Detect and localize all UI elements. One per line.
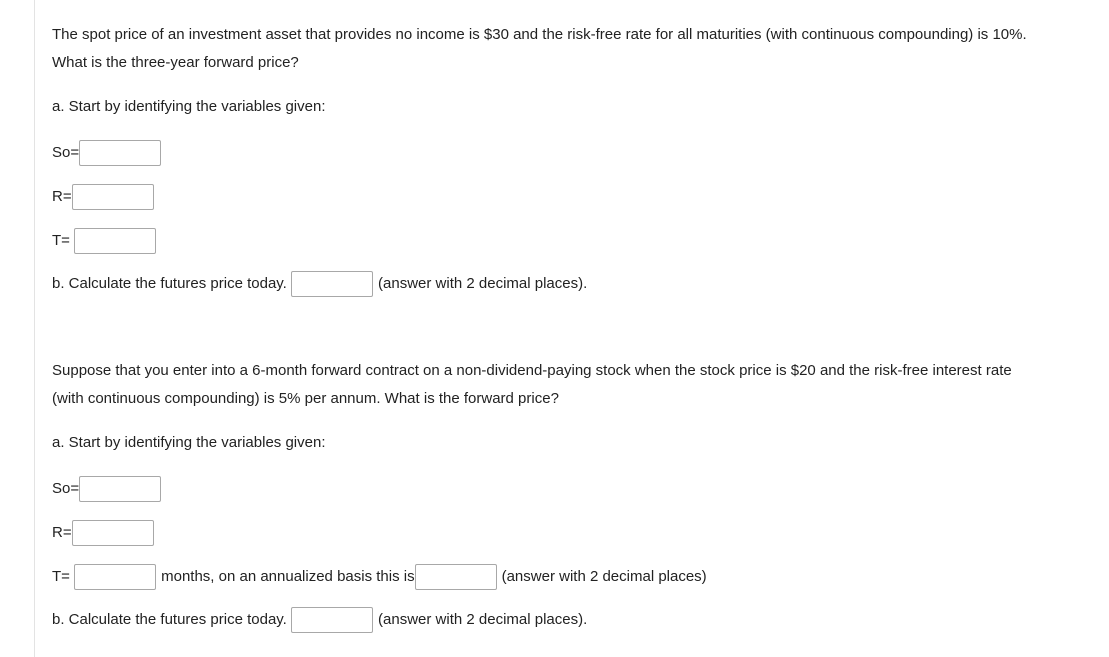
q2-t-months-input[interactable] xyxy=(74,564,156,590)
q2-part-b-row xyxy=(52,607,587,633)
q1-r-label: R= xyxy=(52,188,72,205)
q2-s0-label: So= xyxy=(52,480,80,497)
q2-futures-price-input[interactable] xyxy=(291,607,373,633)
q2-t-months-text: months, on an annualized basis this is xyxy=(161,568,415,585)
q1-part-a-heading: a. Start by identifying the variables given: xyxy=(52,98,326,115)
q2-r-input[interactable] xyxy=(72,520,154,546)
q2-t-row xyxy=(52,564,707,590)
q1-prompt-line-1: The spot price of an investment asset that provides no income is $30 and the risk-free rate for all maturities (with continuous compounding) is 10%. xyxy=(52,26,1027,43)
q1-s0-label: So= xyxy=(52,144,80,161)
q2-t-annualized-hint: (answer with 2 decimal places) xyxy=(501,568,707,585)
q2-s0-row xyxy=(52,476,161,502)
q1-prompt-line-2: What is the three-year forward price? xyxy=(52,54,299,71)
q1-s0-input[interactable] xyxy=(79,140,161,166)
q1-r-row xyxy=(52,184,154,210)
q1-t-label: T= xyxy=(52,232,70,249)
q1-part-b-label: b. Calculate the futures price today. xyxy=(52,275,287,292)
q2-t-annualized-input[interactable] xyxy=(415,564,497,590)
q2-r-row xyxy=(52,520,154,546)
q2-part-a-heading: a. Start by identifying the variables given: xyxy=(52,434,326,451)
q2-s0-input[interactable] xyxy=(79,476,161,502)
q1-t-input[interactable] xyxy=(74,228,156,254)
q2-r-label: R= xyxy=(52,524,72,541)
q2-t-label: T= xyxy=(52,568,70,585)
q1-part-b-row xyxy=(52,271,587,297)
q1-futures-price-input[interactable] xyxy=(291,271,373,297)
q1-s0-row xyxy=(52,140,161,166)
q2-futures-hint: (answer with 2 decimal places). xyxy=(378,611,588,628)
q1-futures-hint: (answer with 2 decimal places). xyxy=(378,275,588,292)
q1-t-row xyxy=(52,228,156,254)
q2-prompt-line-2: (with continuous compounding) is 5% per annum. What is the forward price? xyxy=(52,390,559,407)
content-left-border xyxy=(34,0,35,657)
q1-r-input[interactable] xyxy=(72,184,154,210)
q2-prompt-line-1: Suppose that you enter into a 6-month forward contract on a non-dividend-paying stock when the stock price is $20 and the risk-free interest rate xyxy=(52,362,1012,379)
q2-part-b-label: b. Calculate the futures price today. xyxy=(52,611,287,628)
